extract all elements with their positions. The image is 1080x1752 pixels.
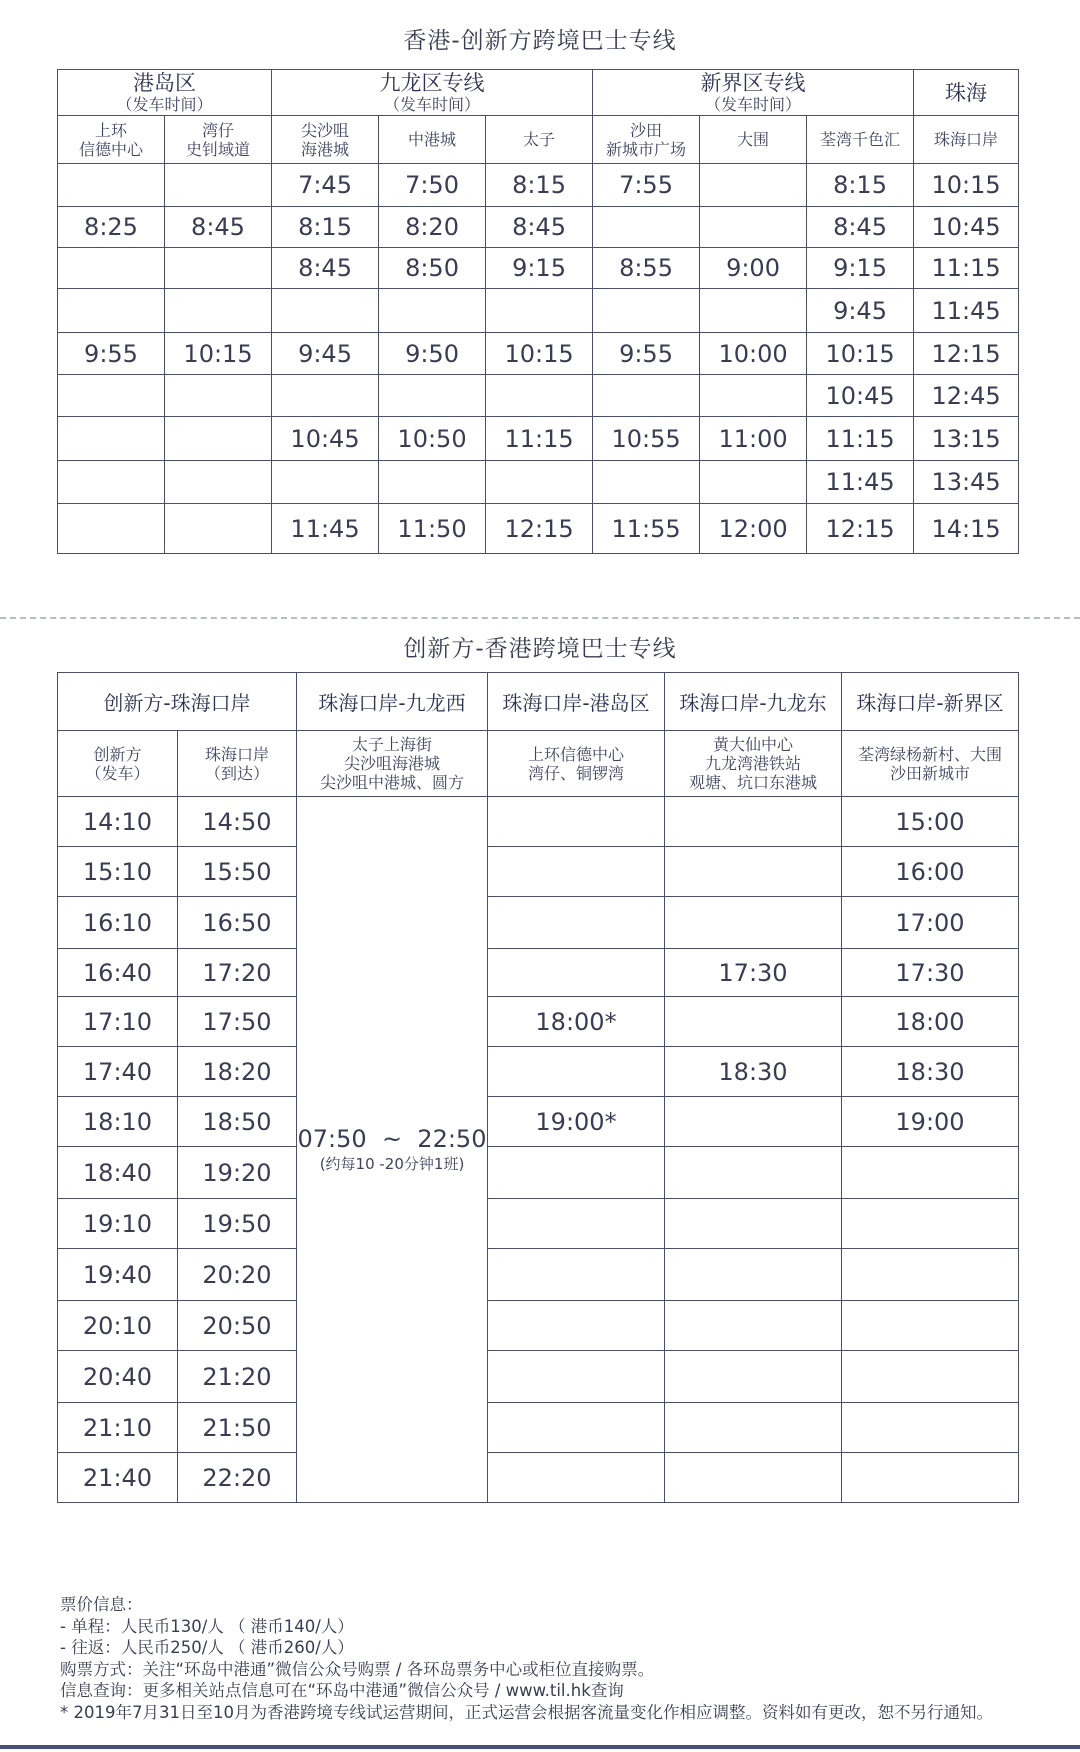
header-zhuhai-hk-island: 珠海口岸-港岛区 bbox=[488, 673, 665, 731]
section1-title: 香港-创新方跨境巴士专线 bbox=[403, 28, 677, 54]
table-row bbox=[58, 1351, 1019, 1403]
new-territories-time-cell: 17:00 bbox=[842, 897, 1019, 949]
departure-time-cell: 9:45 bbox=[272, 333, 379, 375]
hk-island-time-cell bbox=[488, 897, 665, 949]
departure-time-cell bbox=[700, 207, 807, 248]
stop-prince-edward bbox=[486, 116, 593, 164]
departure-time-cell: 10:50 bbox=[379, 417, 486, 461]
group-zhuhai bbox=[914, 70, 1019, 116]
sub-header-line: 沙田新城市 bbox=[889, 763, 970, 783]
depart-time-cell: 14:10 bbox=[58, 797, 178, 847]
kowloon-east-time-cell bbox=[665, 1249, 842, 1301]
departure-time-cell: 12:45 bbox=[914, 375, 1019, 417]
sub-header-line: （到达） bbox=[204, 763, 269, 783]
departure-time-cell bbox=[379, 375, 486, 417]
new-territories-time-cell bbox=[842, 1403, 1019, 1453]
departure-time-cell bbox=[58, 248, 165, 289]
departure-time-cell: 13:45 bbox=[914, 461, 1019, 504]
departure-time-cell: 10:45 bbox=[807, 375, 914, 417]
stop-tai-wai bbox=[700, 116, 807, 164]
departure-time-cell: 9:55 bbox=[58, 333, 165, 375]
sub-header-line: 九龙湾港铁站 bbox=[704, 754, 801, 773]
departure-time-cell bbox=[272, 375, 379, 417]
header-innovation-zhuhai: 创新方-珠海口岸 bbox=[58, 673, 297, 731]
header-zhuhai-kowloon-west: 珠海口岸-九龙西 bbox=[297, 673, 488, 731]
arrive-time-cell: 17:20 bbox=[178, 949, 297, 997]
hk-island-time-cell bbox=[488, 1403, 665, 1453]
depart-time-cell: 15:10 bbox=[58, 847, 178, 897]
group-kowloon-note: （发车时间） bbox=[384, 95, 481, 114]
departure-time-cell: 11:15 bbox=[807, 417, 914, 461]
sub-header-line: 尖沙咀中港城、圆方 bbox=[319, 773, 464, 792]
departure-time-cell: 13:15 bbox=[914, 417, 1019, 461]
departure-time-cell: 8:45 bbox=[486, 207, 593, 248]
new-territories-time-cell: 15:00 bbox=[842, 797, 1019, 847]
kowloon-east-time-cell bbox=[665, 897, 842, 949]
sub-header-line: 上环信德中心 bbox=[527, 744, 624, 764]
depart-time-cell: 16:40 bbox=[58, 949, 178, 997]
kowloon-west-frequency-cell bbox=[297, 797, 488, 1503]
new-territories-time-cell bbox=[842, 1249, 1019, 1301]
arrive-time-cell: 21:50 bbox=[178, 1403, 297, 1453]
departure-time-cell: 8:15 bbox=[807, 164, 914, 207]
depart-time-cell: 18:10 bbox=[58, 1097, 178, 1147]
kowloon-west-service-range: 07:50 ~ 22:50 bbox=[297, 1125, 487, 1153]
group-hk-island-note: （发车时间） bbox=[116, 95, 213, 114]
stop-name-line: 珠海口岸 bbox=[934, 130, 999, 149]
arrive-time-cell: 14:50 bbox=[178, 797, 297, 847]
departure-time-cell: 12:15 bbox=[914, 333, 1019, 375]
departure-time-cell bbox=[165, 164, 272, 207]
bottom-rule bbox=[0, 1745, 1080, 1749]
departure-time-cell: 11:15 bbox=[486, 417, 593, 461]
table-row bbox=[58, 164, 1019, 207]
new-territories-time-cell bbox=[842, 1147, 1019, 1199]
hk-island-time-cell bbox=[488, 1301, 665, 1351]
departure-time-cell bbox=[486, 289, 593, 333]
stop-name-line: 大围 bbox=[737, 130, 770, 149]
depart-time-cell: 21:40 bbox=[58, 1453, 178, 1503]
departure-time-cell: 9:55 bbox=[593, 333, 700, 375]
depart-time-cell: 21:10 bbox=[58, 1403, 178, 1453]
table-row bbox=[58, 504, 1019, 554]
sub-header-depart bbox=[58, 731, 178, 797]
depart-time-cell: 17:40 bbox=[58, 1047, 178, 1097]
departure-time-cell: 7:50 bbox=[379, 164, 486, 207]
innovation-to-hk-timetable bbox=[57, 672, 1019, 1503]
table-row bbox=[58, 847, 1019, 897]
sub-header-line: 观塘、坑口东港城 bbox=[688, 773, 817, 792]
arrive-time-cell: 20:20 bbox=[178, 1249, 297, 1301]
hk-island-time-cell bbox=[488, 949, 665, 997]
table-row bbox=[58, 417, 1019, 461]
stop-china-hk-city bbox=[379, 116, 486, 164]
sub-header-row bbox=[58, 731, 1019, 797]
departure-time-cell bbox=[593, 461, 700, 504]
departure-time-cell bbox=[486, 461, 593, 504]
departure-time-cell bbox=[58, 461, 165, 504]
departure-time-cell bbox=[58, 289, 165, 333]
stop-name-line: 中港城 bbox=[408, 130, 457, 149]
table-row bbox=[58, 1403, 1019, 1453]
stop-sheung-wan bbox=[58, 116, 165, 164]
departure-time-cell: 9:45 bbox=[807, 289, 914, 333]
sub-header-kowloon-west-stops bbox=[297, 731, 488, 797]
footer-line: - 单程：人民币130/人 （ 港币140/人） bbox=[60, 1616, 354, 1636]
arrive-time-cell: 19:20 bbox=[178, 1147, 297, 1199]
stop-name-line: 史钊域道 bbox=[186, 139, 251, 159]
table-row bbox=[58, 1249, 1019, 1301]
departure-time-cell bbox=[593, 375, 700, 417]
stop-name-line: 尖沙咀 bbox=[301, 120, 350, 140]
section-divider bbox=[0, 617, 1080, 619]
kowloon-west-frequency-note: (约每10 -20分钟1班) bbox=[319, 1155, 465, 1173]
stop-wan-chai bbox=[165, 116, 272, 164]
departure-time-cell bbox=[165, 248, 272, 289]
stop-name-line: 沙田 bbox=[630, 120, 663, 140]
sub-header-nt-stops bbox=[842, 731, 1019, 797]
group-new-territories bbox=[593, 70, 914, 116]
departure-time-cell: 8:45 bbox=[807, 207, 914, 248]
arrive-time-cell: 18:50 bbox=[178, 1097, 297, 1147]
kowloon-east-time-cell bbox=[665, 1199, 842, 1249]
departure-time-cell: 10:45 bbox=[272, 417, 379, 461]
footer-line: 购票方式：关注“环岛中港通”微信公众号购票 / 各环岛票务中心或柜位直接购票。 bbox=[60, 1659, 655, 1679]
departure-time-cell: 12:15 bbox=[486, 504, 593, 554]
stop-name-line: 上环 bbox=[94, 120, 127, 140]
departure-time-cell bbox=[379, 289, 486, 333]
arrive-time-cell: 21:20 bbox=[178, 1351, 297, 1403]
arrive-time-cell: 16:50 bbox=[178, 897, 297, 949]
table-row bbox=[58, 375, 1019, 417]
departure-time-cell: 10:45 bbox=[914, 207, 1019, 248]
table-row bbox=[58, 1199, 1019, 1249]
departure-time-cell: 10:15 bbox=[807, 333, 914, 375]
departure-time-cell bbox=[272, 289, 379, 333]
hk-island-time-cell bbox=[488, 1351, 665, 1403]
kowloon-east-time-cell bbox=[665, 797, 842, 847]
table-row bbox=[58, 997, 1019, 1047]
hk-island-time-cell bbox=[488, 847, 665, 897]
depart-time-cell: 20:10 bbox=[58, 1301, 178, 1351]
new-territories-time-cell bbox=[842, 1301, 1019, 1351]
departure-time-cell: 9:00 bbox=[700, 248, 807, 289]
header-zhuhai-new-territories: 珠海口岸-新界区 bbox=[842, 673, 1019, 731]
departure-time-cell: 8:55 bbox=[593, 248, 700, 289]
stop-header-row bbox=[58, 116, 1019, 164]
sub-header-line: 创新方 bbox=[93, 744, 142, 764]
hk-island-time-cell bbox=[488, 1249, 665, 1301]
header-zhuhai-kowloon-east: 珠海口岸-九龙东 bbox=[665, 673, 842, 731]
table-row bbox=[58, 207, 1019, 248]
departure-time-cell bbox=[58, 375, 165, 417]
arrive-time-cell: 17:50 bbox=[178, 997, 297, 1047]
hk-island-time-cell bbox=[488, 797, 665, 847]
kowloon-east-time-cell bbox=[665, 1147, 842, 1199]
departure-time-cell bbox=[165, 417, 272, 461]
stop-name-line: 海港城 bbox=[301, 139, 350, 159]
hk-to-innovation-timetable bbox=[57, 69, 1019, 554]
departure-time-cell: 10:00 bbox=[700, 333, 807, 375]
stop-name-line: 信德中心 bbox=[78, 139, 143, 159]
departure-time-cell bbox=[272, 461, 379, 504]
footer-line: 信息查询：更多相关站点信息可在“环岛中港通”微信公众号 / www.til.hk查询 bbox=[60, 1681, 624, 1700]
sub-header-line: 珠海口岸 bbox=[204, 744, 269, 764]
stop-sha-tin bbox=[593, 116, 700, 164]
table-row bbox=[58, 461, 1019, 504]
arrive-time-cell: 19:50 bbox=[178, 1199, 297, 1249]
departure-time-cell: 11:55 bbox=[593, 504, 700, 554]
section2-title: 创新方-香港跨境巴士专线 bbox=[403, 636, 677, 662]
departure-time-cell: 10:15 bbox=[486, 333, 593, 375]
group-kowloon-name: 九龙区专线 bbox=[379, 71, 485, 95]
departure-time-cell: 8:15 bbox=[486, 164, 593, 207]
table-row bbox=[58, 897, 1019, 949]
stop-name-line: 荃湾千色汇 bbox=[820, 130, 901, 149]
footer-info bbox=[60, 1594, 1050, 1723]
sub-header-line: 太子上海街 bbox=[351, 735, 432, 754]
new-territories-time-cell: 17:30 bbox=[842, 949, 1019, 997]
table-row bbox=[58, 1047, 1019, 1097]
departure-time-cell bbox=[379, 461, 486, 504]
departure-time-cell bbox=[593, 289, 700, 333]
footer-line: 票价信息： bbox=[60, 1595, 143, 1614]
departure-time-cell bbox=[165, 375, 272, 417]
new-territories-time-cell: 18:30 bbox=[842, 1047, 1019, 1097]
new-territories-time-cell bbox=[842, 1351, 1019, 1403]
kowloon-east-time-cell bbox=[665, 847, 842, 897]
stop-name-line: 太子 bbox=[523, 130, 556, 149]
hk-island-time-cell bbox=[488, 1199, 665, 1249]
depart-time-cell: 19:40 bbox=[58, 1249, 178, 1301]
departure-time-cell: 9:15 bbox=[486, 248, 593, 289]
departure-time-cell: 10:55 bbox=[593, 417, 700, 461]
arrive-time-cell: 20:50 bbox=[178, 1301, 297, 1351]
hk-island-time-cell: 19:00* bbox=[488, 1097, 665, 1147]
departure-time-cell: 8:25 bbox=[58, 207, 165, 248]
hk-island-time-cell bbox=[488, 1453, 665, 1503]
sub-header-line: 尖沙咀海港城 bbox=[343, 754, 440, 773]
departure-time-cell bbox=[165, 289, 272, 333]
departure-time-cell bbox=[165, 461, 272, 504]
sub-header-kowloon-east-stops bbox=[665, 731, 842, 797]
depart-time-cell: 20:40 bbox=[58, 1351, 178, 1403]
hk-island-time-cell: 18:00* bbox=[488, 997, 665, 1047]
table-row bbox=[58, 289, 1019, 333]
footer-line: * 2019年7月31日至10月为香港跨境专线试运营期间，正式运营会根据客流量变化作相应调整。资料如有更改，恕不另行通知。 bbox=[60, 1702, 993, 1722]
departure-time-cell: 7:45 bbox=[272, 164, 379, 207]
table-row bbox=[58, 949, 1019, 997]
departure-time-cell bbox=[165, 504, 272, 554]
depart-time-cell: 19:10 bbox=[58, 1199, 178, 1249]
departure-time-cell: 9:15 bbox=[807, 248, 914, 289]
new-territories-time-cell bbox=[842, 1199, 1019, 1249]
sub-header-arrive bbox=[178, 731, 297, 797]
departure-time-cell: 8:45 bbox=[165, 207, 272, 248]
departure-time-cell: 7:55 bbox=[593, 164, 700, 207]
new-territories-time-cell: 19:00 bbox=[842, 1097, 1019, 1147]
depart-time-cell: 18:40 bbox=[58, 1147, 178, 1199]
hk-island-time-cell bbox=[488, 1047, 665, 1097]
departure-time-cell bbox=[593, 207, 700, 248]
footer-line: - 往返：人民币250/人 （ 港币260/人） bbox=[60, 1638, 354, 1657]
table-row bbox=[58, 333, 1019, 375]
kowloon-east-time-cell bbox=[665, 1403, 842, 1453]
departure-time-cell bbox=[700, 164, 807, 207]
group-zhuhai-name: 珠海 bbox=[945, 80, 988, 105]
departure-time-cell: 11:50 bbox=[379, 504, 486, 554]
departure-time-cell bbox=[58, 504, 165, 554]
hk-island-time-cell bbox=[488, 1147, 665, 1199]
departure-time-cell: 14:15 bbox=[914, 504, 1019, 554]
sub-header-hk-island-stops bbox=[488, 731, 665, 797]
departure-time-cell: 9:50 bbox=[379, 333, 486, 375]
arrive-time-cell: 22:20 bbox=[178, 1453, 297, 1503]
departure-time-cell: 8:45 bbox=[272, 248, 379, 289]
group-nt-name: 新界区专线 bbox=[700, 71, 806, 95]
sub-header-line: （发车） bbox=[85, 763, 150, 783]
stop-name-line: 新城市广场 bbox=[606, 139, 687, 159]
kowloon-east-time-cell bbox=[665, 1097, 842, 1147]
departure-time-cell: 12:15 bbox=[807, 504, 914, 554]
sub-header-line: 荃湾绿杨新村、大围 bbox=[857, 744, 1002, 764]
departure-time-cell: 10:15 bbox=[165, 333, 272, 375]
departure-time-cell: 11:45 bbox=[914, 289, 1019, 333]
departure-time-cell: 8:15 bbox=[272, 207, 379, 248]
arrive-time-cell: 18:20 bbox=[178, 1047, 297, 1097]
departure-time-cell: 10:15 bbox=[914, 164, 1019, 207]
new-territories-time-cell: 18:00 bbox=[842, 997, 1019, 1047]
group-hk-island-name: 港岛区 bbox=[133, 71, 196, 95]
depart-time-cell: 16:10 bbox=[58, 897, 178, 949]
kowloon-east-time-cell bbox=[665, 997, 842, 1047]
departure-time-cell: 11:45 bbox=[807, 461, 914, 504]
table-row bbox=[58, 248, 1019, 289]
kowloon-east-time-cell bbox=[665, 1351, 842, 1403]
table-row bbox=[58, 1097, 1019, 1147]
new-territories-time-cell: 16:00 bbox=[842, 847, 1019, 897]
stop-tsuen-wan bbox=[807, 116, 914, 164]
kowloon-east-time-cell: 17:30 bbox=[665, 949, 842, 997]
departure-time-cell bbox=[58, 417, 165, 461]
departure-time-cell: 8:50 bbox=[379, 248, 486, 289]
departure-time-cell bbox=[58, 164, 165, 207]
group-hk-island bbox=[58, 70, 272, 116]
table-row bbox=[58, 1453, 1019, 1503]
group-nt-note: （发车时间） bbox=[705, 95, 802, 114]
table-row bbox=[58, 1301, 1019, 1351]
table-row bbox=[58, 797, 1019, 847]
table-row bbox=[58, 1147, 1019, 1199]
departure-time-cell: 11:00 bbox=[700, 417, 807, 461]
departure-time-cell: 12:00 bbox=[700, 504, 807, 554]
group-kowloon bbox=[272, 70, 593, 116]
departure-time-cell bbox=[700, 375, 807, 417]
new-territories-time-cell bbox=[842, 1453, 1019, 1503]
stop-name-line: 湾仔 bbox=[202, 120, 235, 140]
departure-time-cell: 11:45 bbox=[272, 504, 379, 554]
arrive-time-cell: 15:50 bbox=[178, 847, 297, 897]
departure-time-cell bbox=[700, 289, 807, 333]
stop-zhuhai-port bbox=[914, 116, 1019, 164]
sub-header-line: 湾仔、铜锣湾 bbox=[527, 763, 624, 783]
departure-time-cell bbox=[486, 375, 593, 417]
kowloon-east-time-cell: 18:30 bbox=[665, 1047, 842, 1097]
departure-time-cell: 11:15 bbox=[914, 248, 1019, 289]
depart-time-cell: 17:10 bbox=[58, 997, 178, 1047]
kowloon-east-time-cell bbox=[665, 1301, 842, 1351]
departure-time-cell bbox=[700, 461, 807, 504]
sub-header-line: 黄大仙中心 bbox=[712, 735, 793, 754]
departure-time-cell: 8:20 bbox=[379, 207, 486, 248]
stop-tst-harbour-city bbox=[272, 116, 379, 164]
kowloon-east-time-cell bbox=[665, 1453, 842, 1503]
